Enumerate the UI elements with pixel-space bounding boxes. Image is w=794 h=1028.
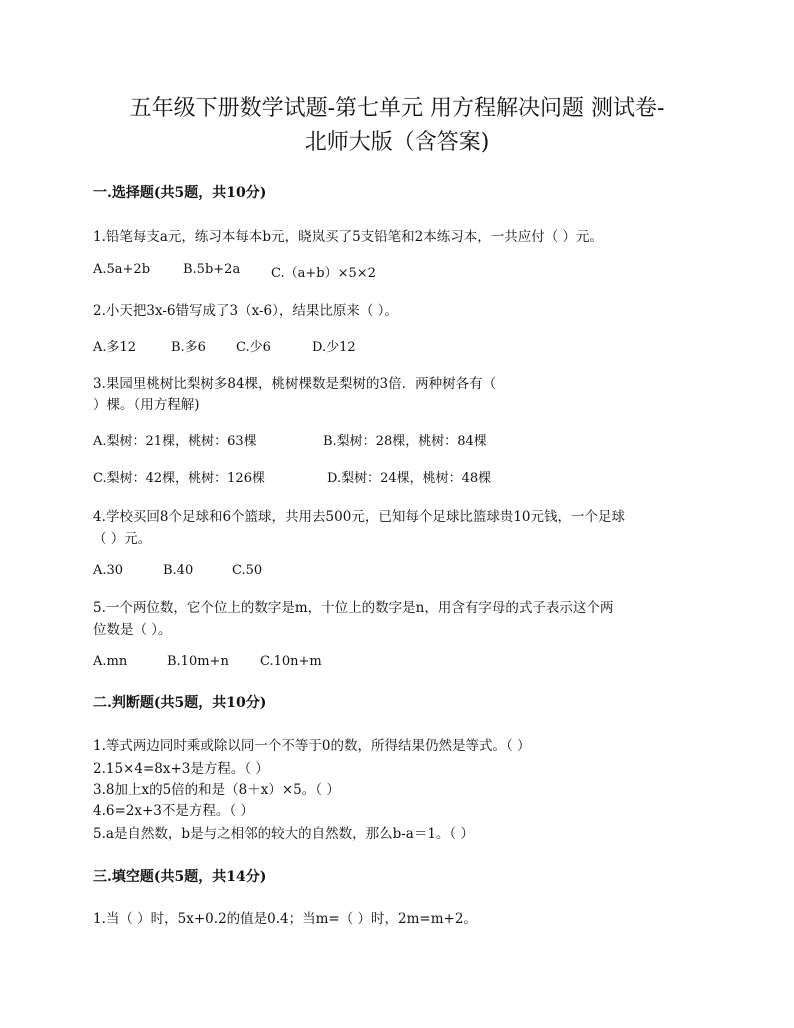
q2-stem: 2.小天把3x-6错写成了3（x-6），结果比原来（ ）。 (93, 303, 398, 319)
document-title-line2: 北师大版（含答案) (304, 130, 490, 155)
q5-option-c: C.10n+m (260, 654, 322, 669)
section1-heading: 一.选择题(共5题，共10分) (93, 185, 267, 201)
q5-stem-line2: 位数是（ ）。 (93, 622, 172, 638)
q5-option-b: B.10m+n (167, 654, 229, 669)
q1-option-a: A.5a+2b (93, 262, 151, 277)
q3-option-c: C.梨树：42棵，桃树：126棵 (93, 471, 265, 486)
q2-option-b: B.多6 (171, 340, 206, 355)
q4-option-a: A.30 (93, 563, 124, 578)
q1-option-b: B.5b+2a (183, 262, 241, 277)
judge-item-5: 5.a是自然数，b是与之相邻的较大的自然数，那么b-a＝1。（ ） (93, 826, 474, 842)
q1-stem: 1.铅笔每支a元，练习本每本b元，晓岚买了5支铅笔和2本练习本，一共应付（ ）元。 (93, 229, 604, 245)
q2-option-a: A.多12 (93, 340, 137, 355)
q2-option-c: C.少6 (236, 340, 271, 355)
judge-item-2: 2.15×4=8x+3是方程。（ ） (93, 761, 269, 777)
q2-option-d: D.少12 (312, 340, 356, 355)
section3-heading: 三.填空题(共5题，共14分) (93, 869, 267, 885)
q4-option-b: B.40 (163, 563, 194, 578)
q4-stem-line2: （ ）元。 (93, 531, 152, 547)
section2-heading: 二.判断题(共5题，共10分) (93, 695, 267, 711)
q5-option-a: A.mn (93, 654, 128, 669)
q4-option-c: C.50 (232, 563, 263, 578)
judge-item-4: 4.6=2x+3不是方程。（ ） (93, 803, 254, 819)
q3-option-a: A.梨树：21棵，桃树：63棵 (93, 434, 257, 449)
q3-option-b: B.梨树：28棵，桃树：84棵 (323, 434, 487, 449)
q3-stem-line2: ）棵。（用方程解) (93, 397, 200, 413)
q4-stem-line1: 4.学校买回8个足球和6个篮球，共用去500元，已知每个足球比篮球贵10元钱，一个足球 (93, 509, 626, 525)
document-title-line1: 五年级下册数学试题-第七单元 用方程解决问题 测试卷- (129, 96, 665, 121)
q5-stem-line1: 5.一个两位数，它个位上的数字是m，十位上的数字是n，用含有字母的式子表示这个两 (93, 600, 614, 616)
judge-item-1: 1.等式两边同时乘或除以同一个不等于0的数，所得结果仍然是等式。（ ） (93, 738, 531, 754)
q3-stem-line1: 3.果园里桃树比梨树多84棵，桃树棵数是梨树的3倍．两种树各有（ (93, 376, 497, 392)
q1-option-c: C.（a+b）×5×2 (271, 266, 376, 281)
q3-option-d: D.梨树：24棵，桃树：48棵 (327, 471, 492, 486)
judge-item-3: 3.8加上x的5倍的和是（8＋x）×5。（ ） (93, 782, 340, 798)
fill-q1: 1.当（ ）时，5x+0.2的值是0.4；当m=（ ）时，2m=m+2。 (93, 911, 477, 927)
